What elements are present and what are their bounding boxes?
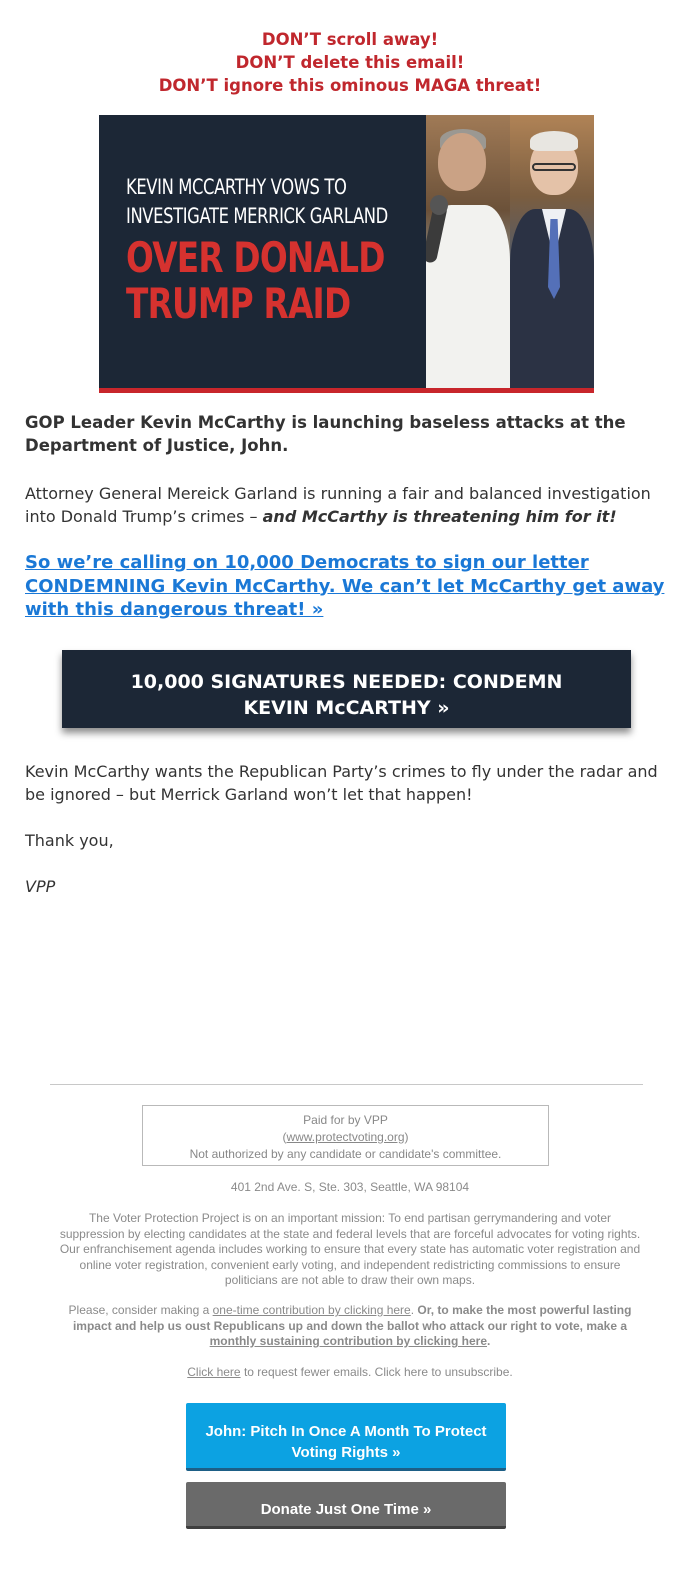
- garland-paragraph-emphasis: and McCarthy is threatening him for it!: [262, 507, 617, 526]
- hero-red-line-1: OVER DONALD: [126, 233, 385, 282]
- head-shape: [438, 133, 486, 191]
- warning-line-1: DON’T scroll away!: [261, 30, 439, 49]
- hero-banner-image[interactable]: [99, 115, 594, 393]
- paid-for-line: Paid for by VPP: [303, 1113, 388, 1127]
- paren-close: ): [404, 1130, 409, 1144]
- footer-divider: [50, 1084, 643, 1085]
- not-authorized-line: Not authorized by any candidate or candidate's committee.: [189, 1147, 502, 1161]
- fewer-emails-link[interactable]: Click here: [187, 1365, 241, 1379]
- closing-paragraph: Kevin McCarthy wants the Republican Party’s crimes to fly under the radar and be ignored – but Merrick Garland won’t let that happen!: [25, 762, 658, 804]
- hero-white-line-2: INVESTIGATE MERRICK GARLAND: [126, 204, 388, 228]
- hair-shape: [530, 131, 578, 151]
- email-preferences-text: [55, 1365, 645, 1381]
- signature: VPP: [25, 877, 56, 896]
- warning-line-3: DON’T ignore this ominous MAGA threat!: [158, 76, 542, 95]
- hero-white-line-1: KEVIN MCCARTHY VOWS TO: [126, 175, 347, 199]
- warning-line-2: DON’T delete this email!: [235, 53, 465, 72]
- petition-link[interactable]: So we’re calling on 10,000 Democrats to sign our letter CONDEMNING Kevin McCarthy. We can’t let McCarthy get away with this dangerous threat! »: [25, 552, 665, 620]
- garland-paragraph-text: Attorney General Mereick Garland is running a fair and balanced investigation into Donald Trump’s crimes –: [25, 484, 651, 526]
- signatures-cta-button[interactable]: 10,000 SIGNATURES NEEDED: CONDEMN KEVIN McCARTHY »: [62, 650, 631, 728]
- mission-statement: The Voter Protection Project is on an important mission: To end partisan gerrymandering and voter suppression by electing candidates at the state and federal levels that are forceful advocates for voting rights. Our enfranchisement agenda includes working to ensure that every state has automatic voter registration and online voter registration, convenient early voting, and independent redistricting commissions to ensure politicians are not able to draw their own maps.: [59, 1211, 641, 1287]
- microphone-head-icon: [430, 195, 448, 215]
- garland-photo: [510, 115, 594, 388]
- monthly-contribution-link[interactable]: monthly sustaining contribution by clicking here: [209, 1334, 487, 1348]
- hero-headline-white: [126, 173, 388, 231]
- one-time-donate-button[interactable]: Donate Just One Time »: [186, 1482, 506, 1529]
- one-time-contribution-link[interactable]: one-time contribution by clicking here: [212, 1303, 411, 1317]
- contribution-mid: .: [410, 1303, 418, 1317]
- mailing-address: 401 2nd Ave. S, Ste. 303, Seattle, WA 98104: [230, 1180, 470, 1194]
- warning-header: [0, 28, 700, 97]
- paid-for-website-line: [143, 1129, 548, 1146]
- glasses-icon: [532, 163, 576, 171]
- garland-paragraph: [25, 482, 675, 528]
- contribution-intro: Please, consider making a: [68, 1303, 213, 1317]
- website-link[interactable]: www.protectvoting.org: [286, 1130, 405, 1144]
- contribution-end: .: [487, 1334, 491, 1348]
- paren-open: (: [282, 1130, 287, 1144]
- contribution-text: [55, 1303, 645, 1350]
- monthly-donate-button[interactable]: John: Pitch In Once A Month To Protect Voting Rights »: [186, 1403, 506, 1471]
- contribution-bold-intro: Or, to make the most powerful lasting impact and help us oust Republicans up and down the ballot who attack our right to vote, make a: [72, 1303, 632, 1333]
- hero-headline-red: [126, 235, 385, 327]
- mccarthy-photo: [426, 115, 510, 388]
- hero-red-bar: [99, 388, 594, 393]
- unsubscribe-text: to request fewer emails. Click here to unsubscribe.: [240, 1365, 513, 1379]
- petition-link-paragraph: [25, 551, 675, 622]
- lead-paragraph: GOP Leader Kevin McCarthy is launching baseless attacks at the Department of Justice, John.: [25, 413, 626, 455]
- paid-for-box: [142, 1105, 549, 1166]
- hero-red-line-2: TRUMP RAID: [126, 279, 351, 328]
- thanks-text: Thank you,: [25, 831, 114, 850]
